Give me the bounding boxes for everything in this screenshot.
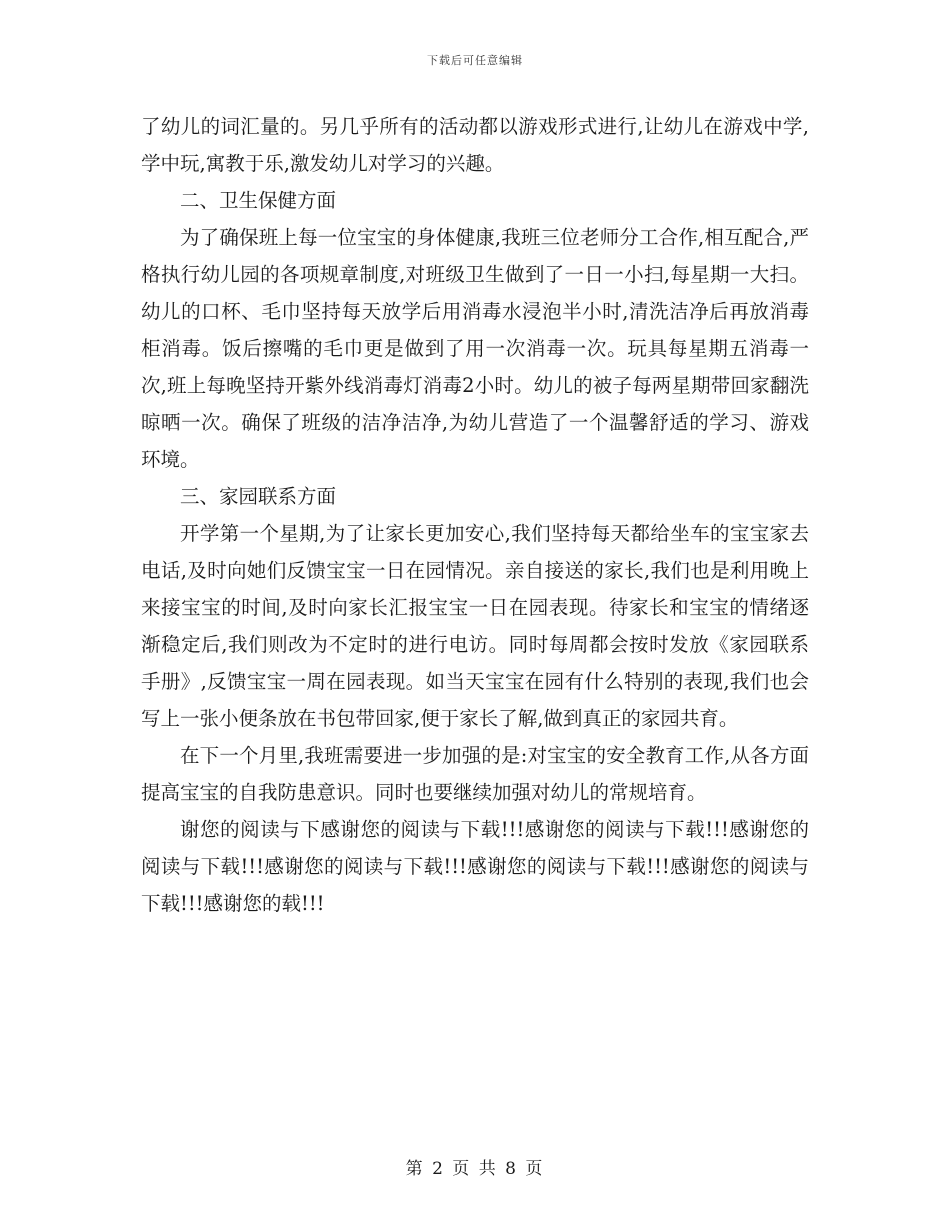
paragraph-thanks: 谢您的阅读与下感谢您的阅读与下载!!!感谢您的阅读与下载!!!感谢您的阅读与下载!!!感谢您的阅读与下载!!!感谢您的阅读与下载!!!感谢您的阅读与下载!!!感谢您的载!!! xyxy=(141,818,809,915)
paragraph-continued: 了幼儿的词汇量的。另几乎所有的活动都以游戏形式进行,让幼儿在游戏中学,学中玩,寓教于乐,激发幼儿对学习的兴趣。 xyxy=(141,115,809,175)
paragraph-next-month: 在下一个月里,我班需要进一步加强的是:对宝宝的安全教育工作,从各方面提高宝宝的自我防患意识。同时也要继续加强对幼儿的常规培育。 xyxy=(141,744,809,804)
section-heading-home-school: 三、家园联系方面 xyxy=(180,485,337,508)
page-footer: 第 2 页 共 8 页 xyxy=(405,1159,545,1179)
document-body xyxy=(141,108,809,922)
paragraph-home-school: 开学第一个星期,为了让家长更加安心,我们坚持每天都给坐车的宝宝家去电话,及时向她们反馈宝宝一日在园情况。亲自接送的家长,我们也是利用晚上来接宝宝的时间,及时向家长汇报宝宝一日在园表现。待家长和宝宝的情绪逐渐稳定后,我们则改为不定时的进行电访。同时每周都会按时发放《家园联系手册》,反馈宝宝一周在园表现。如当天宝宝在园有什么特别的表现,我们也会写上一张小便条放在书包带回家,便于家长了解,做到真正的家园共育。 xyxy=(141,522,809,730)
paragraph-hygiene: 为了确保班上每一位宝宝的身体健康,我班三位老师分工合作,相互配合,严格执行幼儿园的各项规章制度,对班级卫生做到了一日一小扫,每星期一大扫。幼儿的口杯、毛巾坚持每天放学后用消毒水浸泡半小时,清洗洁净后再放消毒柜消毒。饭后擦嘴的毛巾更是做到了用一次消毒一次。玩具每星期五消毒一次,班上每晚坚持开紫外线消毒灯消毒2小时。幼儿的被子每两星期带回家翻洗晾晒一次。确保了班级的洁净洁净,为幼儿营造了一个温馨舒适的学习、游戏环境。 xyxy=(141,226,809,471)
page-header: 下载后可任意编辑 xyxy=(427,54,523,67)
section-heading-hygiene: 二、卫生保健方面 xyxy=(180,189,337,212)
